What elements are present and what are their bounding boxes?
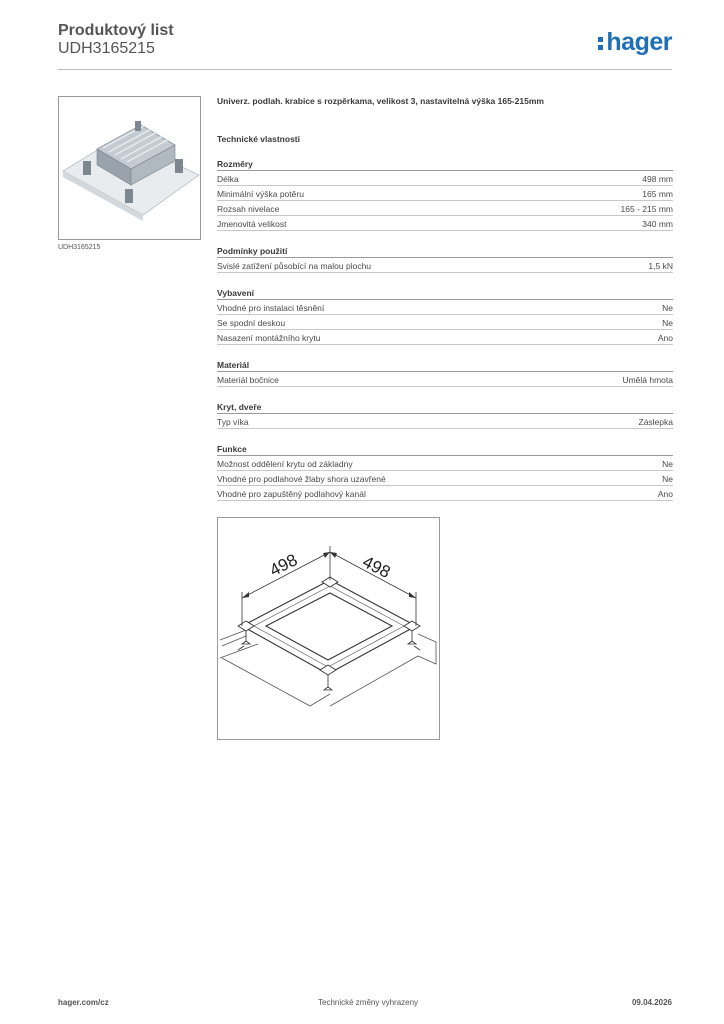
spec-group-title: Funkce [217, 444, 673, 456]
spec-row [217, 315, 673, 330]
footer-notice: Technické změny vyhrazeny [318, 998, 419, 1007]
spec-row [217, 186, 673, 201]
spec-group [217, 159, 673, 231]
spec-groups [217, 159, 673, 501]
hager-logo [598, 28, 672, 57]
spec-label: Možnost oddělení krytu od základny [217, 459, 353, 469]
spec-group-title: Materiál [217, 360, 673, 372]
spec-row [217, 216, 673, 231]
spec-label: Nasazení montážního krytu [217, 333, 321, 343]
spec-group [217, 444, 673, 501]
product-code: UDH3165215 [58, 40, 155, 57]
spec-value: 340 mm [642, 219, 673, 229]
spec-label: Se spodní deskou [217, 318, 286, 328]
dimension-left-label: 498 [266, 550, 301, 581]
spec-group [217, 360, 673, 387]
product-photo-image [59, 97, 201, 240]
spec-label: Vhodné pro zapuštěný podlahový kanál [217, 489, 366, 499]
spec-group-title: Vybavení [217, 288, 673, 300]
spec-group [217, 288, 673, 345]
spec-row [217, 330, 673, 345]
spec-group [217, 402, 673, 429]
spec-label: Délka [217, 174, 239, 184]
dimension-right-label: 498 [359, 552, 394, 583]
spec-value: Ne [662, 318, 673, 328]
spec-row [217, 171, 673, 186]
footer-website-link[interactable]: hager.com/cz [58, 998, 109, 1007]
spec-row [217, 471, 673, 486]
spec-row [217, 258, 673, 273]
spec-value: Ano [657, 489, 673, 499]
document-title: Produktový list [58, 22, 174, 39]
spec-label: Minimální výška potěru [217, 189, 304, 199]
spec-group-title: Kryt, dveře [217, 402, 673, 414]
spec-value: Ne [662, 303, 673, 313]
spec-group-title: Rozměry [217, 159, 673, 171]
spec-row [217, 456, 673, 471]
product-photo [58, 96, 201, 240]
spec-row [217, 486, 673, 501]
spec-label: Rozsah nivelace [217, 204, 280, 214]
spec-group-title: Podmínky použití [217, 246, 673, 258]
main-content [217, 96, 673, 537]
spec-value: 1,5 kN [648, 261, 673, 271]
logo-text: hager [606, 28, 672, 56]
spec-group [217, 246, 673, 273]
spec-label: Jmenovitá velikost [217, 219, 287, 229]
spec-row [217, 414, 673, 429]
spec-label: Vhodné pro podlahové žlaby shora uzavřené [217, 474, 386, 484]
spec-label: Vhodné pro instalaci těsnění [217, 303, 325, 313]
spec-label: Typ víka [217, 417, 249, 427]
spec-value: Ne [662, 459, 673, 469]
spec-value: 498 mm [642, 174, 673, 184]
spec-value: Ano [657, 333, 673, 343]
product-description: Univerz. podlah. krabice s rozpěrkama, velikost 3, nastavitelná výška 165-215mm [217, 96, 544, 106]
spec-value: 165 mm [642, 189, 673, 199]
spec-value: Ne [662, 474, 673, 484]
page-footer [58, 998, 672, 1012]
footer-date: 09.04.2026 [631, 998, 672, 1007]
technical-drawing [217, 517, 440, 740]
spec-value: 165 - 215 mm [620, 204, 673, 214]
page-header [58, 22, 672, 70]
spec-row [217, 201, 673, 216]
technical-properties-heading: Technické vlastnosti [217, 134, 300, 144]
photo-caption: UDH3165215 [58, 244, 101, 251]
dimension-drawing [218, 518, 439, 739]
spec-label: Svislé zatížení působící na malou plochu [217, 261, 372, 271]
spec-row [217, 372, 673, 387]
logo-dots-icon [598, 35, 603, 51]
spec-row [217, 300, 673, 315]
spec-value: Záslepka [638, 417, 673, 427]
spec-label: Materiál bočnice [217, 375, 279, 385]
spec-value: Umělá hmota [622, 375, 673, 385]
